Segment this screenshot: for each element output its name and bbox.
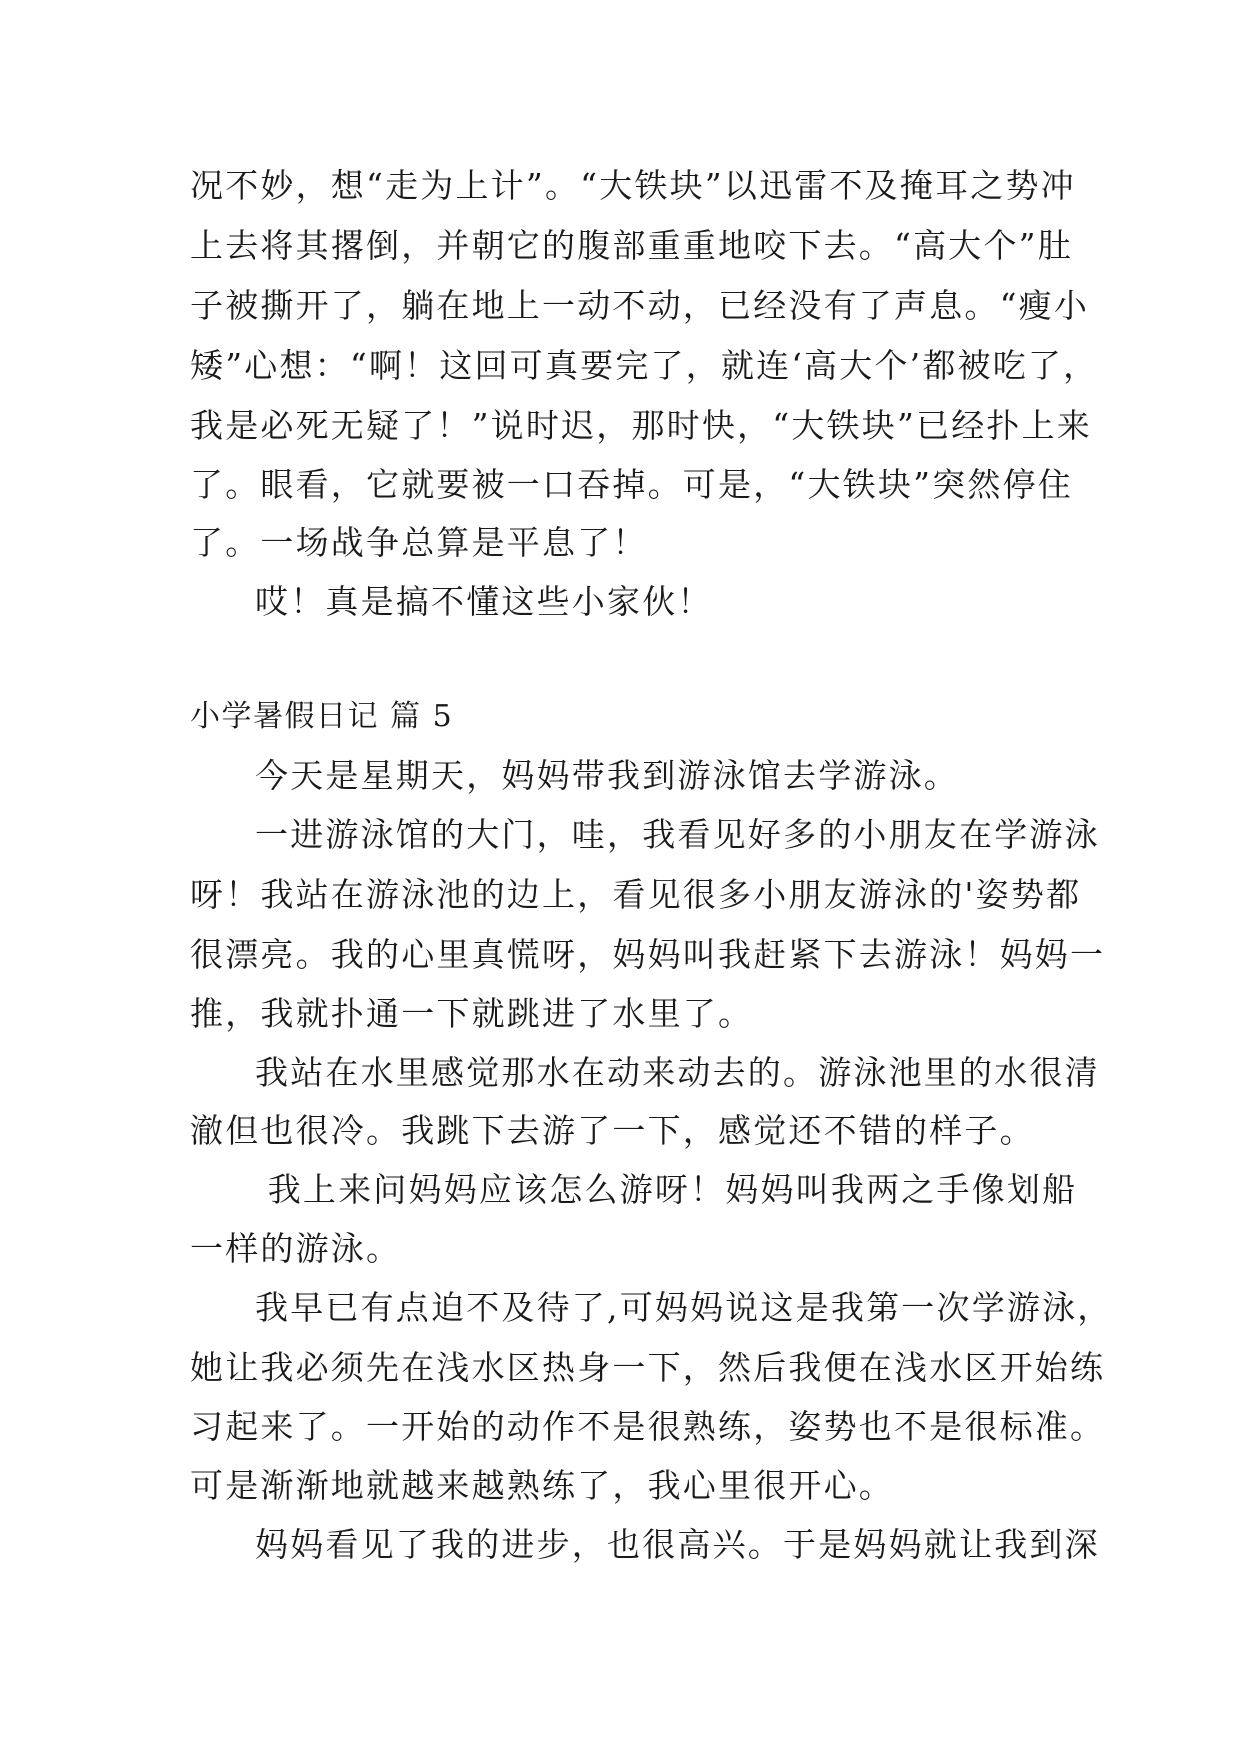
- text-line: 矮”心想：“啊！这回可真要完了，就连‘高大个’都被吃了，: [190, 346, 1099, 385]
- text-line: 我早已有点迫不及待了,可妈妈说这是我第一次学游泳，: [255, 1288, 1113, 1327]
- text-line: 澈但也很冷。我跳下去游了一下，感觉还不错的样子。: [190, 1111, 1035, 1150]
- text-line: 我是必死无疑了！”说时迟，那时快，“大铁块”已经扑上来: [190, 406, 1093, 445]
- section-heading: 小学暑假日记 篇 5: [190, 699, 454, 734]
- text-line: 况不妙，想“走为上计”。“大铁块”以迅雷不及掩耳之势冲: [190, 166, 1076, 205]
- text-line: 哎！真是搞不懂这些小家伙！: [255, 582, 713, 621]
- text-line: 上去将其撂倒，并朝它的腹部重重地咬下去。“高大个”肚: [190, 226, 1073, 265]
- text-line: 推，我就扑通一下就跳进了水里了。: [190, 994, 754, 1033]
- text-line: 一样的游泳。: [190, 1229, 402, 1268]
- text-line: 呀！我站在游泳池的边上，看见很多小朋友游泳的'姿势都: [190, 875, 1082, 914]
- text-line: 她让我必须先在浅水区热身一下，然后我便在浅水区开始练: [190, 1348, 1106, 1387]
- text-line: 妈妈看见了我的进步，也很高兴。于是妈妈就让我到深: [255, 1525, 1100, 1564]
- text-line: 了。眼看，它就要被一口吞掉。可是，“大铁块”突然停住: [190, 465, 1073, 504]
- text-line: 了。一场战争总算是平息了！: [190, 523, 648, 562]
- text-line: 子被撕开了，躺在地上一动不动，已经没有了声息。“瘦小: [190, 286, 1090, 325]
- text-line: 我站在水里感觉那水在动来动去的。游泳池里的水很清: [255, 1053, 1100, 1092]
- text-line: 很漂亮。我的心里真慌呀，妈妈叫我赶紧下去游泳！妈妈一: [190, 935, 1106, 974]
- text-line: 可是渐渐地就越来越熟练了，我心里很开心。: [190, 1466, 894, 1505]
- text-line: 我上来问妈妈应该怎么游呀！妈妈叫我两之手像划船: [255, 1170, 1078, 1209]
- text-line: 一进游泳馆的大门，哇，我看见好多的小朋友在学游泳: [255, 815, 1100, 854]
- text-line: 今天是星期天，妈妈带我到游泳馆去学游泳。: [255, 756, 959, 795]
- text-line: 习起来了。一开始的动作不是很熟练，姿势也不是很标准。: [190, 1407, 1106, 1446]
